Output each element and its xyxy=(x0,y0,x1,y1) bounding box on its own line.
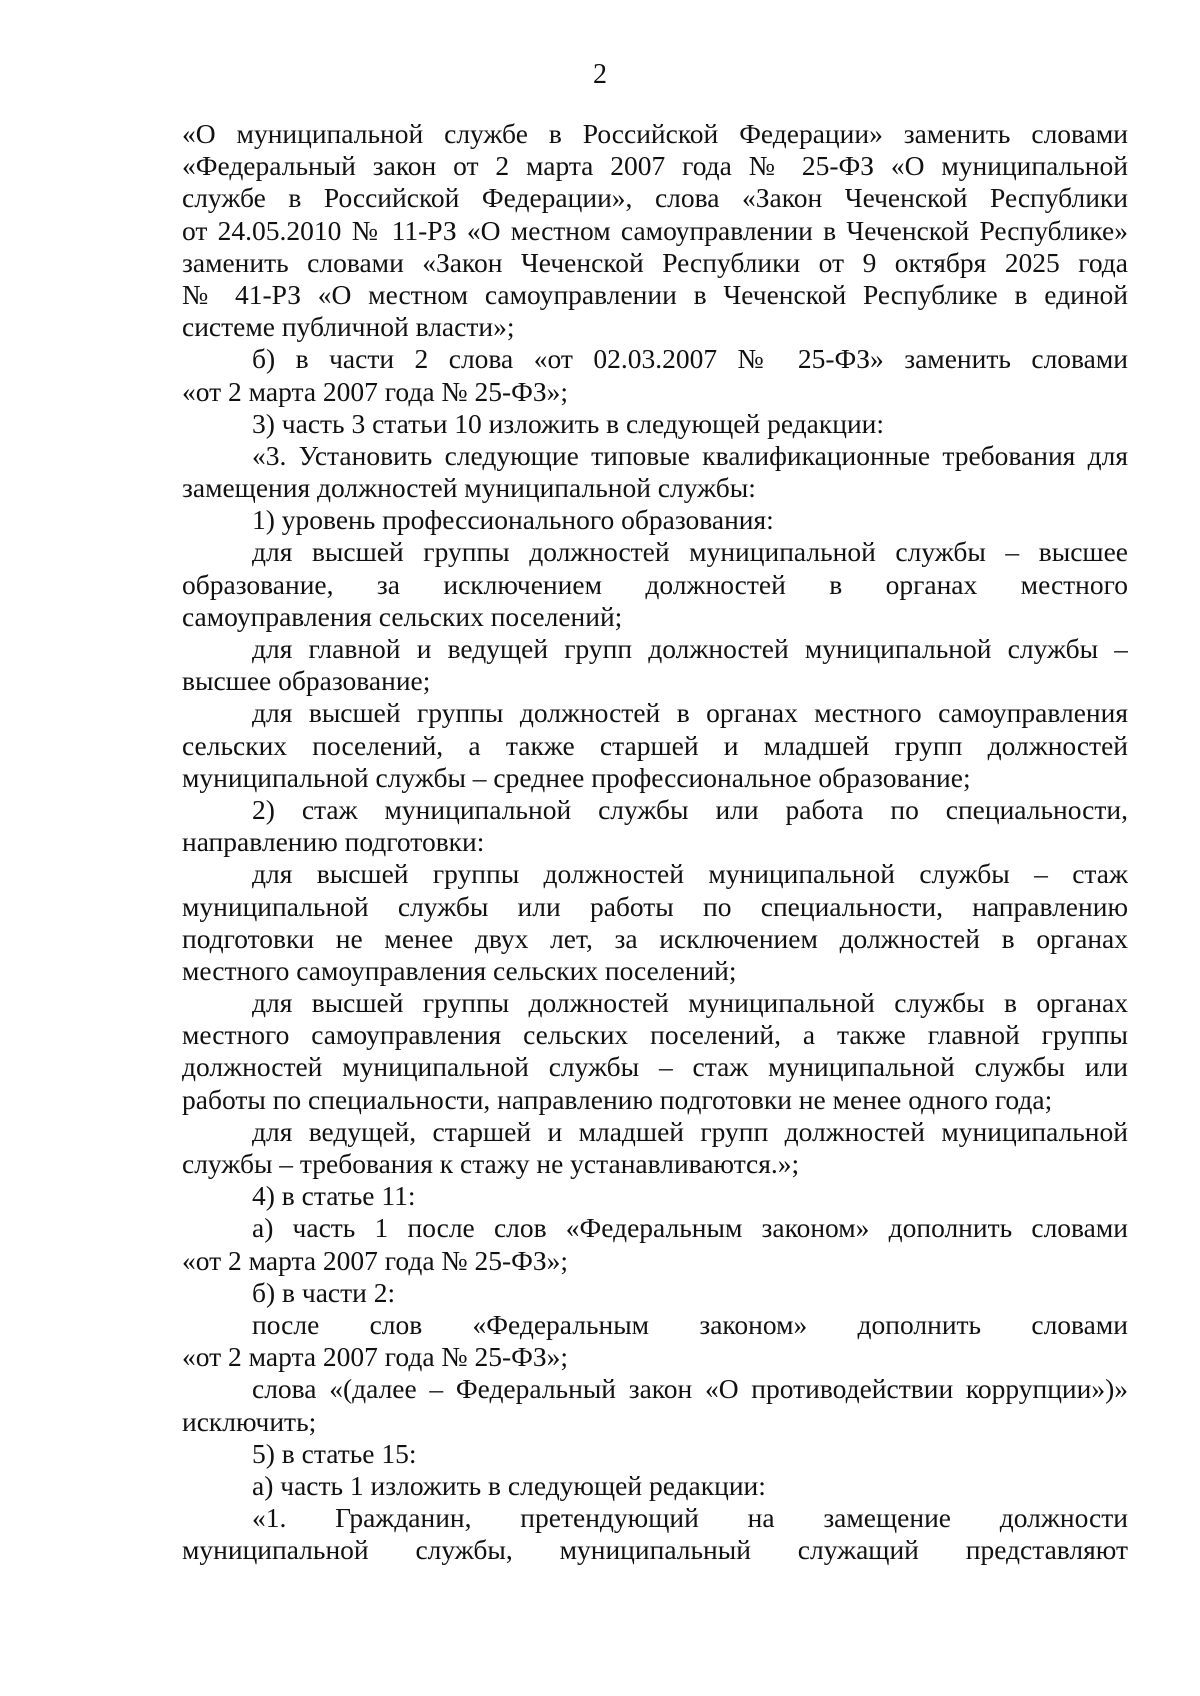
text-line: для главной и ведущей групп должностей муниципальной службы – xyxy=(252,633,1128,664)
text-line: а) часть 1 после слов «Федеральным законом» дополнить словами xyxy=(252,1212,1128,1244)
text-line: муниципальной службы, муниципальный служащий представляют xyxy=(182,1534,1128,1566)
text-line: слова «(далее – Федеральный закон «О противодействии коррупции»)» xyxy=(252,1373,1128,1405)
text-line: замещения должностей муниципальной службы: xyxy=(182,472,756,504)
text-line: образование, за исключением должностей в органах местного xyxy=(182,568,1128,600)
text-line: должностей муниципальной службы – стаж муниципальной службы или xyxy=(182,1051,1128,1083)
text-line: муниципальной службы или работы по специальности, направлению xyxy=(182,890,1128,922)
text-line: сельских поселений, а также старшей и младшей групп должностей xyxy=(182,729,1128,761)
text-line: системе публичной власти»; xyxy=(182,311,515,343)
text-line: для высшей группы должностей в органах местного самоуправления xyxy=(252,697,1128,729)
text-line: местного самоуправления сельских поселений; xyxy=(182,954,737,986)
text-line: «3. Установить следующие типовые квалификационные требования для xyxy=(252,439,1128,471)
text-line: высшее образование; xyxy=(182,665,431,697)
text-line: для высшей группы должностей муниципальной службы – стаж xyxy=(252,858,1128,890)
text-line: а) часть 1 изложить в следующей редакции: xyxy=(252,1469,766,1501)
text-line: направлению подготовки: xyxy=(182,826,485,858)
text-line: «от 2 марта 2007 года № 25-ФЗ»; xyxy=(182,375,569,407)
text-line: муниципальной службы – среднее профессиональное образование; xyxy=(182,761,971,793)
text-line: «О муниципальной службе в Российской Федерации» заменить словами xyxy=(182,118,1128,149)
text-line: 1) уровень профессионального образования: xyxy=(252,504,774,536)
text-line: «от 2 марта 2007 года № 25-ФЗ»; xyxy=(182,1341,569,1373)
text-line: 2) стаж муниципальной службы или работа по специальности, xyxy=(252,793,1128,825)
document-body xyxy=(182,118,1128,1566)
text-line: для высшей группы должностей муниципальной службы – высшее xyxy=(252,536,1128,568)
text-line: № 41-РЗ «О местном самоуправлении в Чеченской Республике в единой xyxy=(182,278,1128,310)
text-line: работы по специальности, направлению подготовки не менее одного года; xyxy=(182,1083,1053,1115)
text-line: службе в Российской Федерации», слова «Закон Чеченской Республики xyxy=(182,182,1128,214)
text-line: подготовки не менее двух лет, за исключением должностей в органах xyxy=(182,922,1128,954)
text-line: 5) в статье 15: xyxy=(252,1437,417,1469)
text-line: самоуправления сельских поселений; xyxy=(182,600,623,632)
text-line: «1. Гражданин, претендующий на замещение должности xyxy=(252,1502,1128,1534)
text-line: заменить словами «Закон Чеченской Республики от 9 октября 2025 года xyxy=(182,246,1128,278)
text-line: для ведущей, старшей и младшей групп должностей муниципальной xyxy=(252,1115,1128,1147)
text-line: от 24.05.2010 № 11-РЗ «О местном самоуправлении в Чеченской Республике» xyxy=(182,214,1128,246)
text-line: 4) в статье 11: xyxy=(252,1180,416,1212)
page-number: 2 xyxy=(593,59,607,90)
text-line: б) в части 2: xyxy=(252,1276,396,1308)
text-line: службы – требования к стажу не устанавливаются.»; xyxy=(182,1148,800,1179)
text-line: «Федеральный закон от 2 марта 2007 года № 25-ФЗ «О муниципальной xyxy=(182,150,1128,182)
text-line: для высшей группы должностей муниципальной службы в органах xyxy=(252,987,1128,1019)
text-line: после слов «Федеральным законом» дополнить словами xyxy=(252,1308,1128,1340)
text-line: б) в части 2 слова «от 02.03.2007 № 25-ФЗ» заменить словами xyxy=(252,343,1128,375)
text-line: 3) часть 3 статьи 10 изложить в следующей редакции: xyxy=(252,407,885,439)
text-line: местного самоуправления сельских поселений, а также главной группы xyxy=(182,1019,1128,1051)
text-line: «от 2 марта 2007 года № 25-ФЗ»; xyxy=(182,1244,569,1276)
text-line: исключить; xyxy=(182,1405,317,1437)
